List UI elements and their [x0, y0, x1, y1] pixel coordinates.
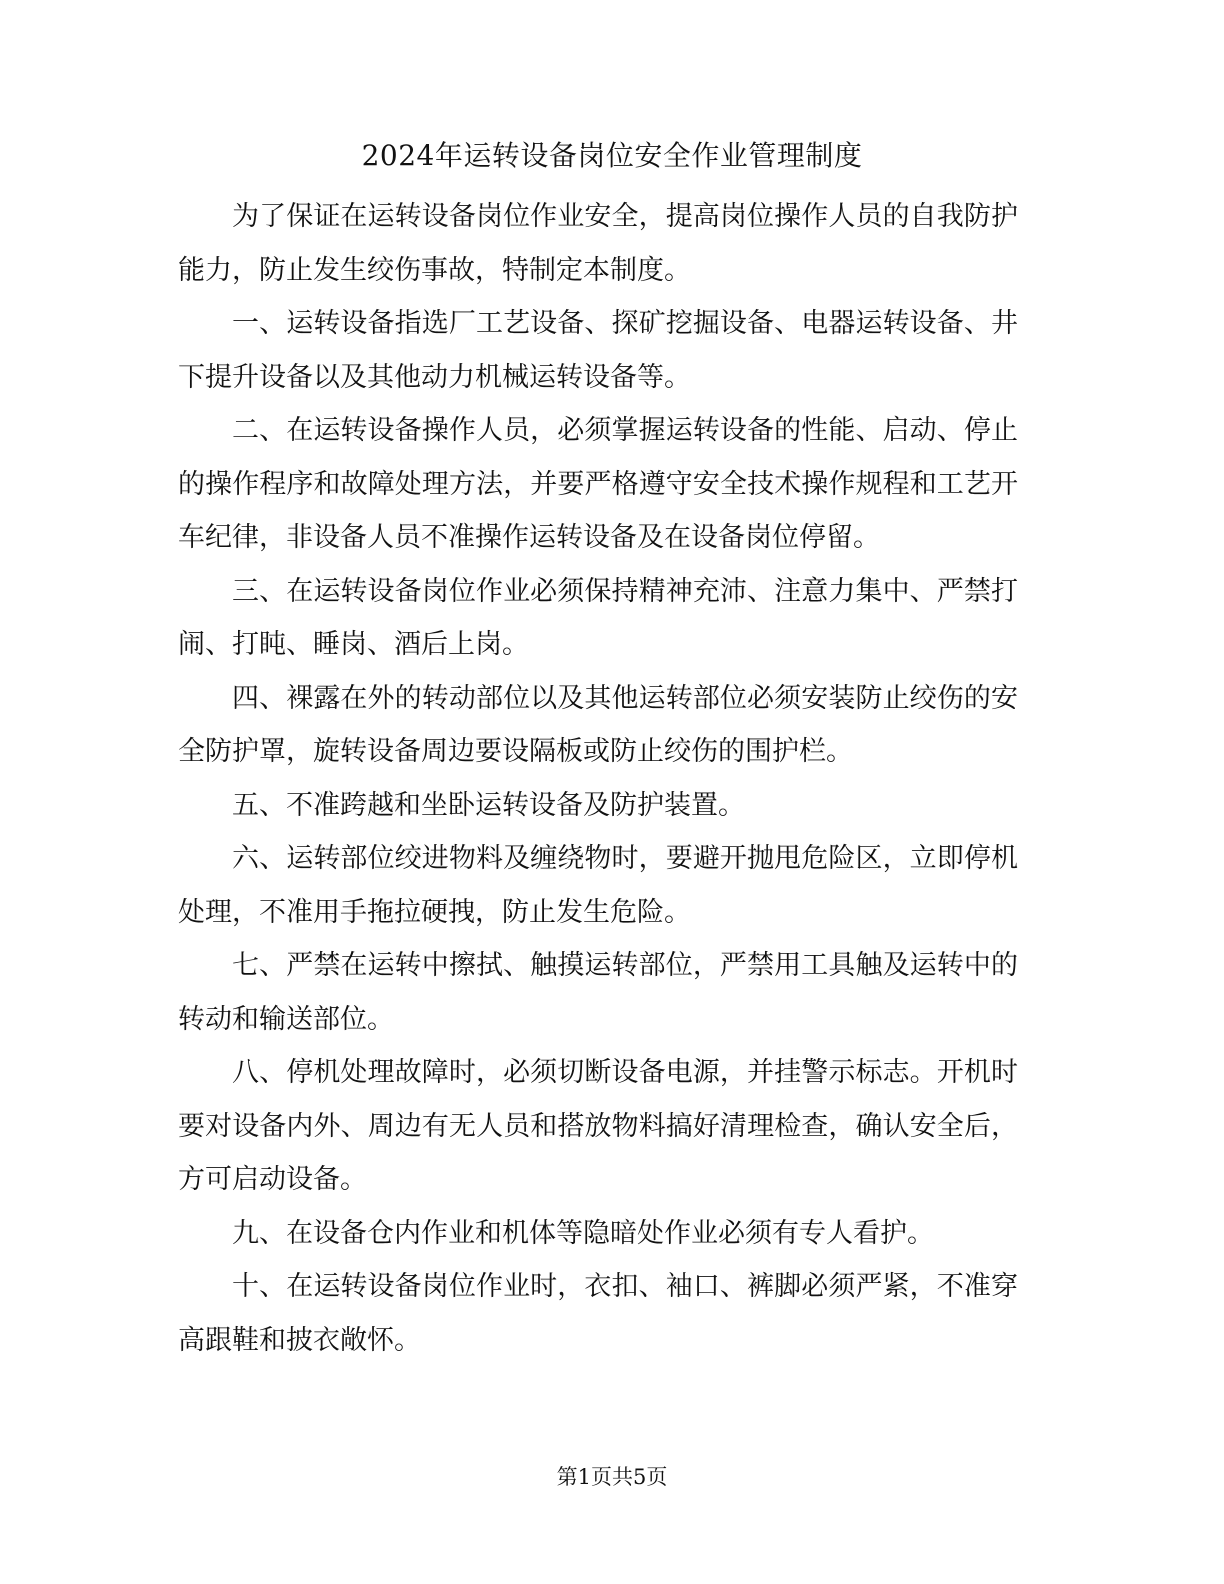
paragraph-item-9: 九、在设备仓内作业和机体等隐暗处作业必须有专人看护。: [232, 1217, 934, 1249]
page-number-footer: 第1页共5页: [556, 1465, 668, 1489]
paragraph-item-8: 八、停机处理故障时，必须切断设备电源，并挂警示标志。开机时要对设备内外、周边有无人员和搭放物料搞好清理检查，确认安全后，方可启动设备。: [178, 1057, 1018, 1195]
paragraph-item-7: 七、严禁在运转中擦拭、触摸运转部位，严禁用工具触及运转中的转动和输送部位。: [178, 950, 1018, 1035]
paragraph-item-3: 三、在运转设备岗位作业必须保持精神充沛、注意力集中、严禁打闹、打盹、睡岗、酒后上岗。: [178, 575, 1018, 660]
paragraph-item-6: 六、运转部位绞进物料及缠绕物时，要避开抛甩危险区，立即停机处理，不准用手拖拉硬拽，防止发生危险。: [178, 843, 1018, 928]
paragraph-item-1: 一、运转设备指选厂工艺设备、探矿挖掘设备、电器运转设备、井下提升设备以及其他动力机械运转设备等。: [178, 308, 1018, 393]
document-title: 2024年运转设备岗位安全作业管理制度: [361, 139, 863, 172]
paragraph-item-10: 十、在运转设备岗位作业时，衣扣、袖口、裤脚必须严紧，不准穿高跟鞋和披衣敞怀。: [178, 1271, 1018, 1356]
document-body: [178, 190, 1018, 1367]
paragraph-intro: 为了保证在运转设备岗位作业安全，提高岗位操作人员的自我防护能力，防止发生绞伤事故，特制定本制度。: [178, 201, 1018, 286]
paragraph-item-5: 五、不准跨越和坐卧运转设备及防护装置。: [232, 789, 745, 821]
paragraph-item-2: 二、在运转设备操作人员，必须掌握运转设备的性能、启动、停止的操作程序和故障处理方法，并要严格遵守安全技术操作规程和工艺开车纪律，非设备人员不准操作运转设备及在设备岗位停留。: [178, 415, 1018, 553]
paragraph-item-4: 四、裸露在外的转动部位以及其他运转部位必须安装防止绞伤的安全防护罩，旋转设备周边要设隔板或防止绞伤的围护栏。: [178, 682, 1018, 767]
